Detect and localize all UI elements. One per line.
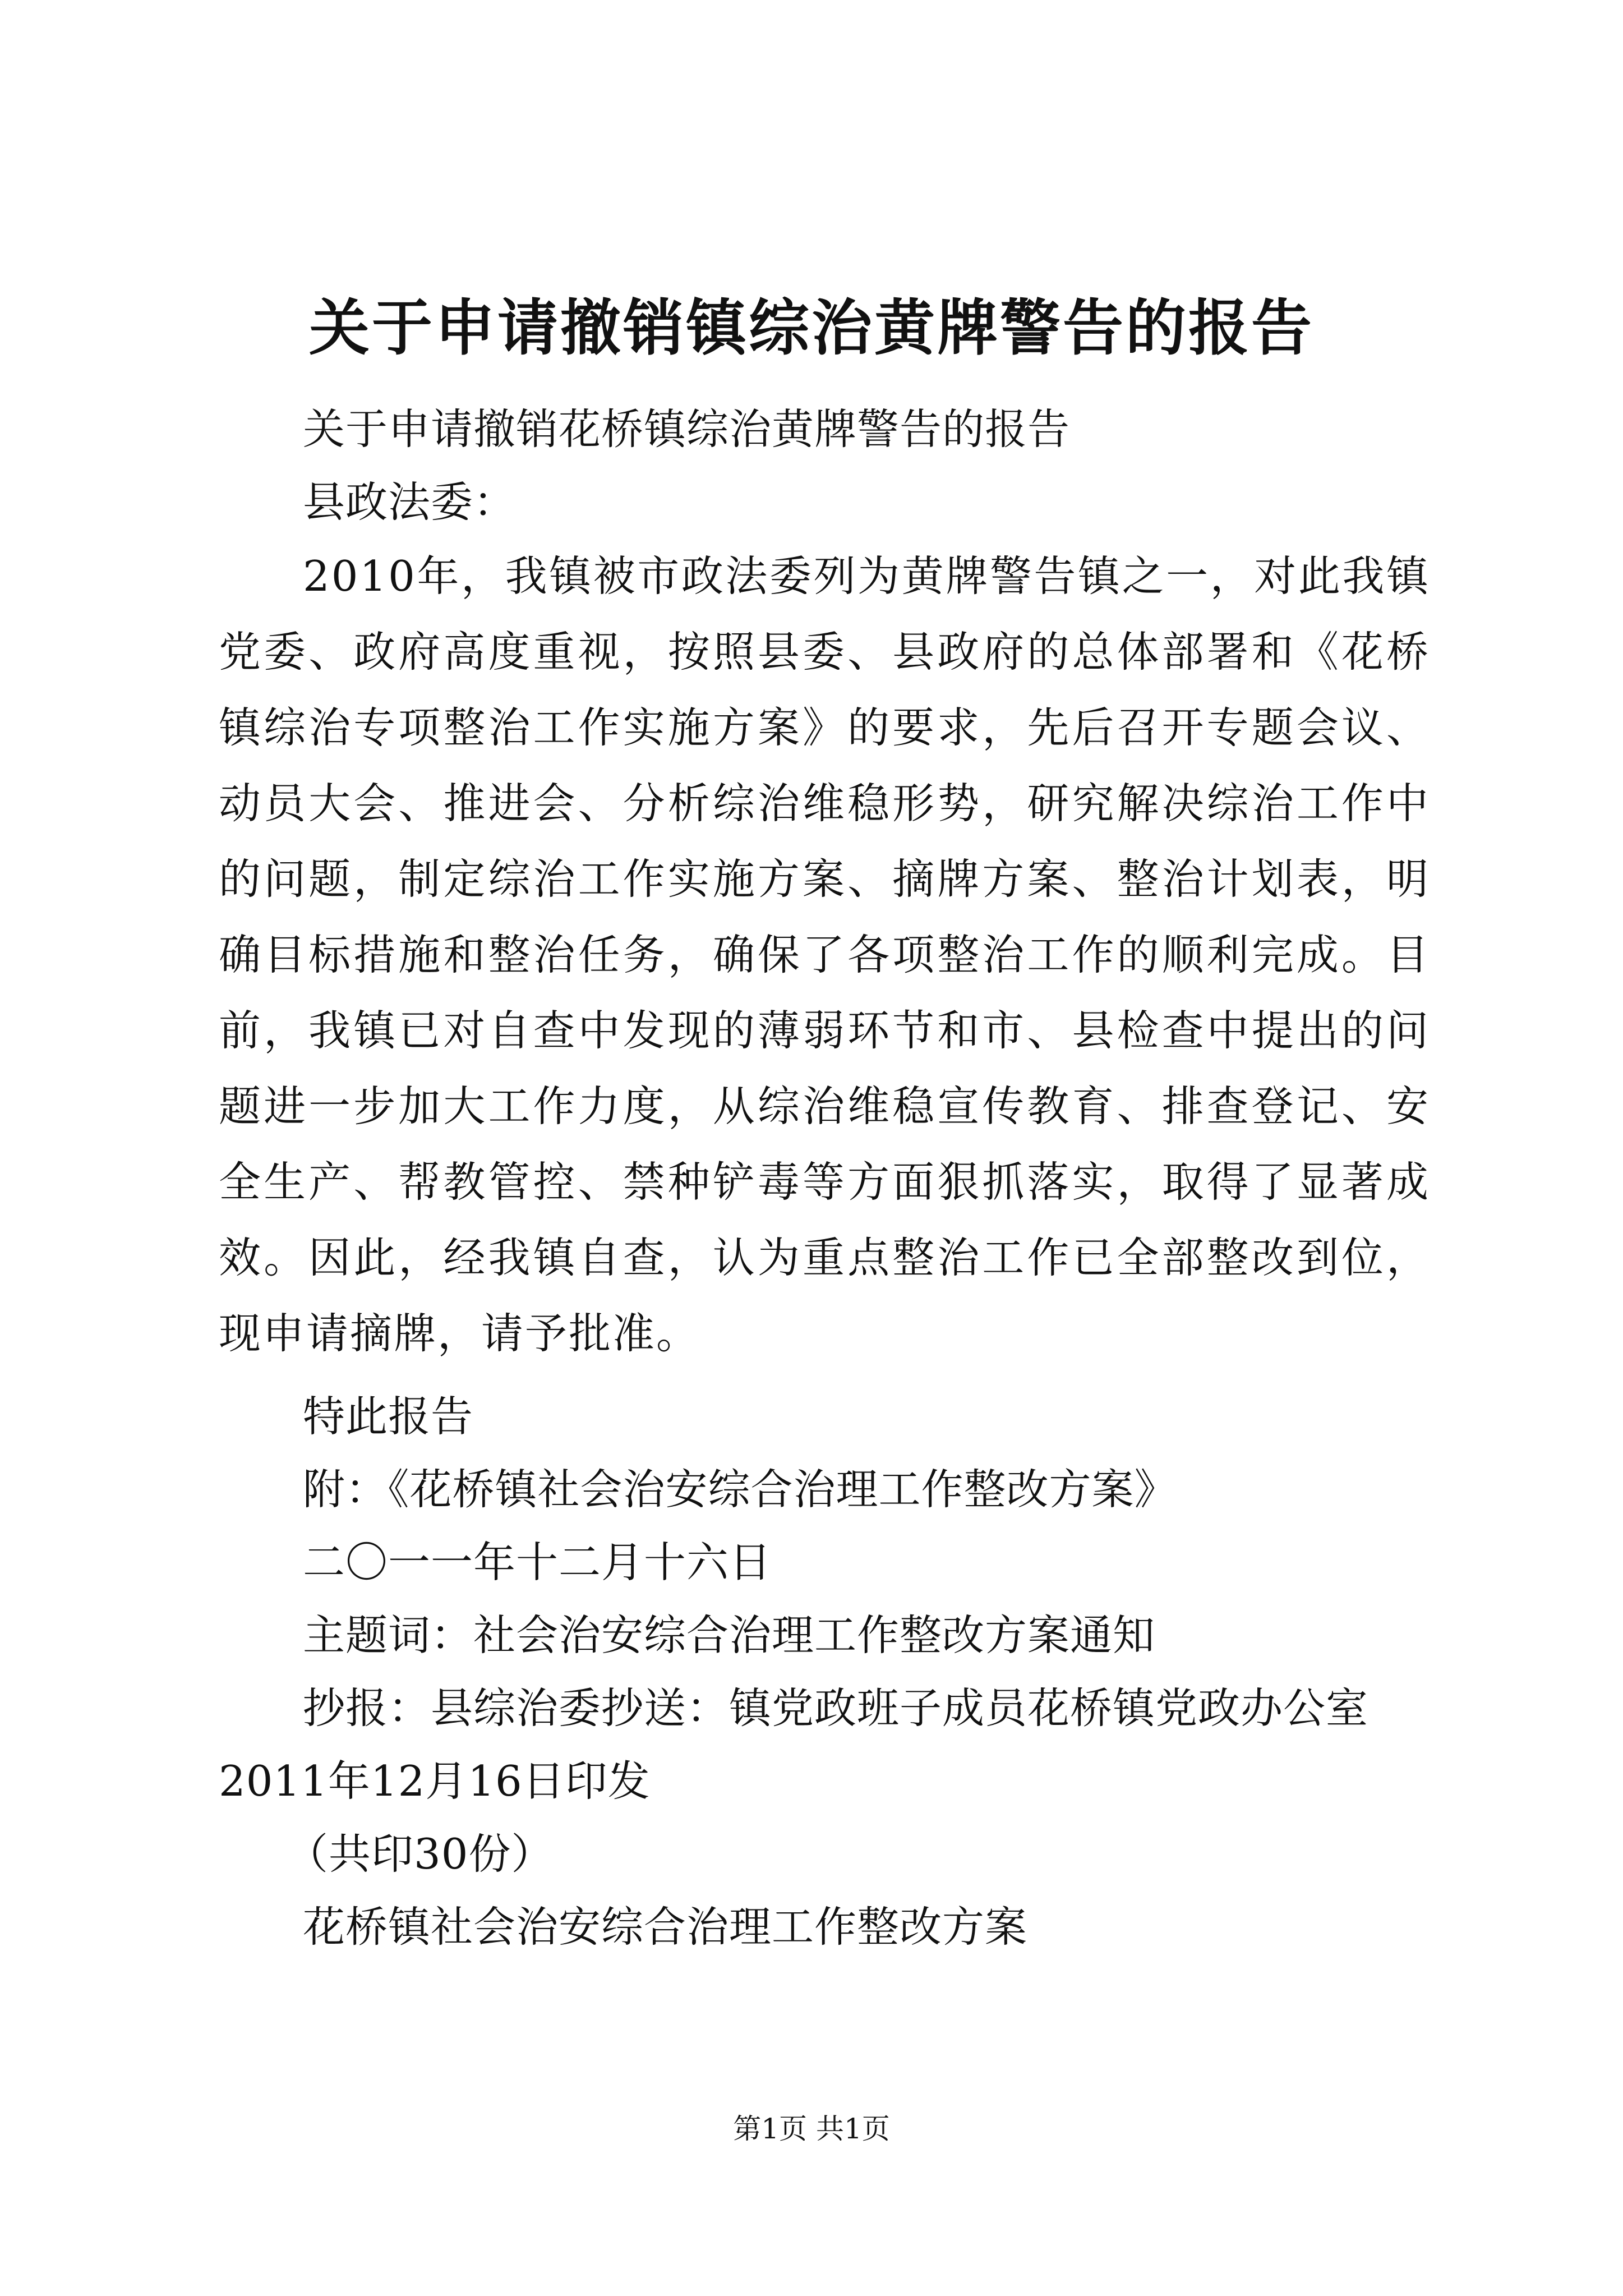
document-subtitle: 关于申请撤销花桥镇综治黄牌警告的报告 [303, 404, 1071, 454]
document-content [219, 393, 1430, 1963]
copies-line: （共印30份） [286, 1829, 554, 1879]
date-line: 二〇一一年十二月十六日 [303, 1538, 772, 1587]
keywords-line: 主题词：社会治安综合治理工作整改方案通知 [303, 1611, 1156, 1660]
document-title: 关于申请撤销镇综治黄牌警告的报告 [308, 293, 1314, 364]
cc-line: 抄报：县综治委抄送：镇党政班子成员花桥镇党政办公室 [303, 1683, 1369, 1733]
page-footer: 第1页 共1页 [733, 2113, 890, 2145]
next-section-heading: 花桥镇社会治安综合治理工作整改方案 [303, 1902, 1028, 1952]
closing-text: 特此报告 [303, 1392, 474, 1441]
print-date-line: 2011年12月16日印发 [219, 1756, 651, 1806]
attachment-line: 附：《花桥镇社会治安综合治理工作整改方案》 [303, 1465, 1177, 1514]
body-paragraph: 2010年，我镇被市政法委列为黄牌警告镇之一，对此我镇党委、政府高度重视，按照县委、县政府的总体部署和《花桥镇综治专项整治工作实施方案》的要求，先后召开专题会议、动员大会、推进会、分析综治维稳形势，研究解决综治工作中的问题，制定综治工作实施方案、摘牌方案、整治计划表，明确目标措施和整治任务，确保了各项整治工作的顺利完成。目前，我镇已对自查中发现的薄弱环节和市、县检查中提出的问题进一步加大工作力度，从综治维稳宣传教育、排查登记、安全生产、帮教管控、禁种铲毒等方面狠抓落实，取得了显著成效。因此，经我镇自查，认为重点整治工作已全部整改到位，现申请摘牌，请予批准。 [219, 551, 1430, 1358]
salutation: 县政法委： [303, 477, 517, 527]
